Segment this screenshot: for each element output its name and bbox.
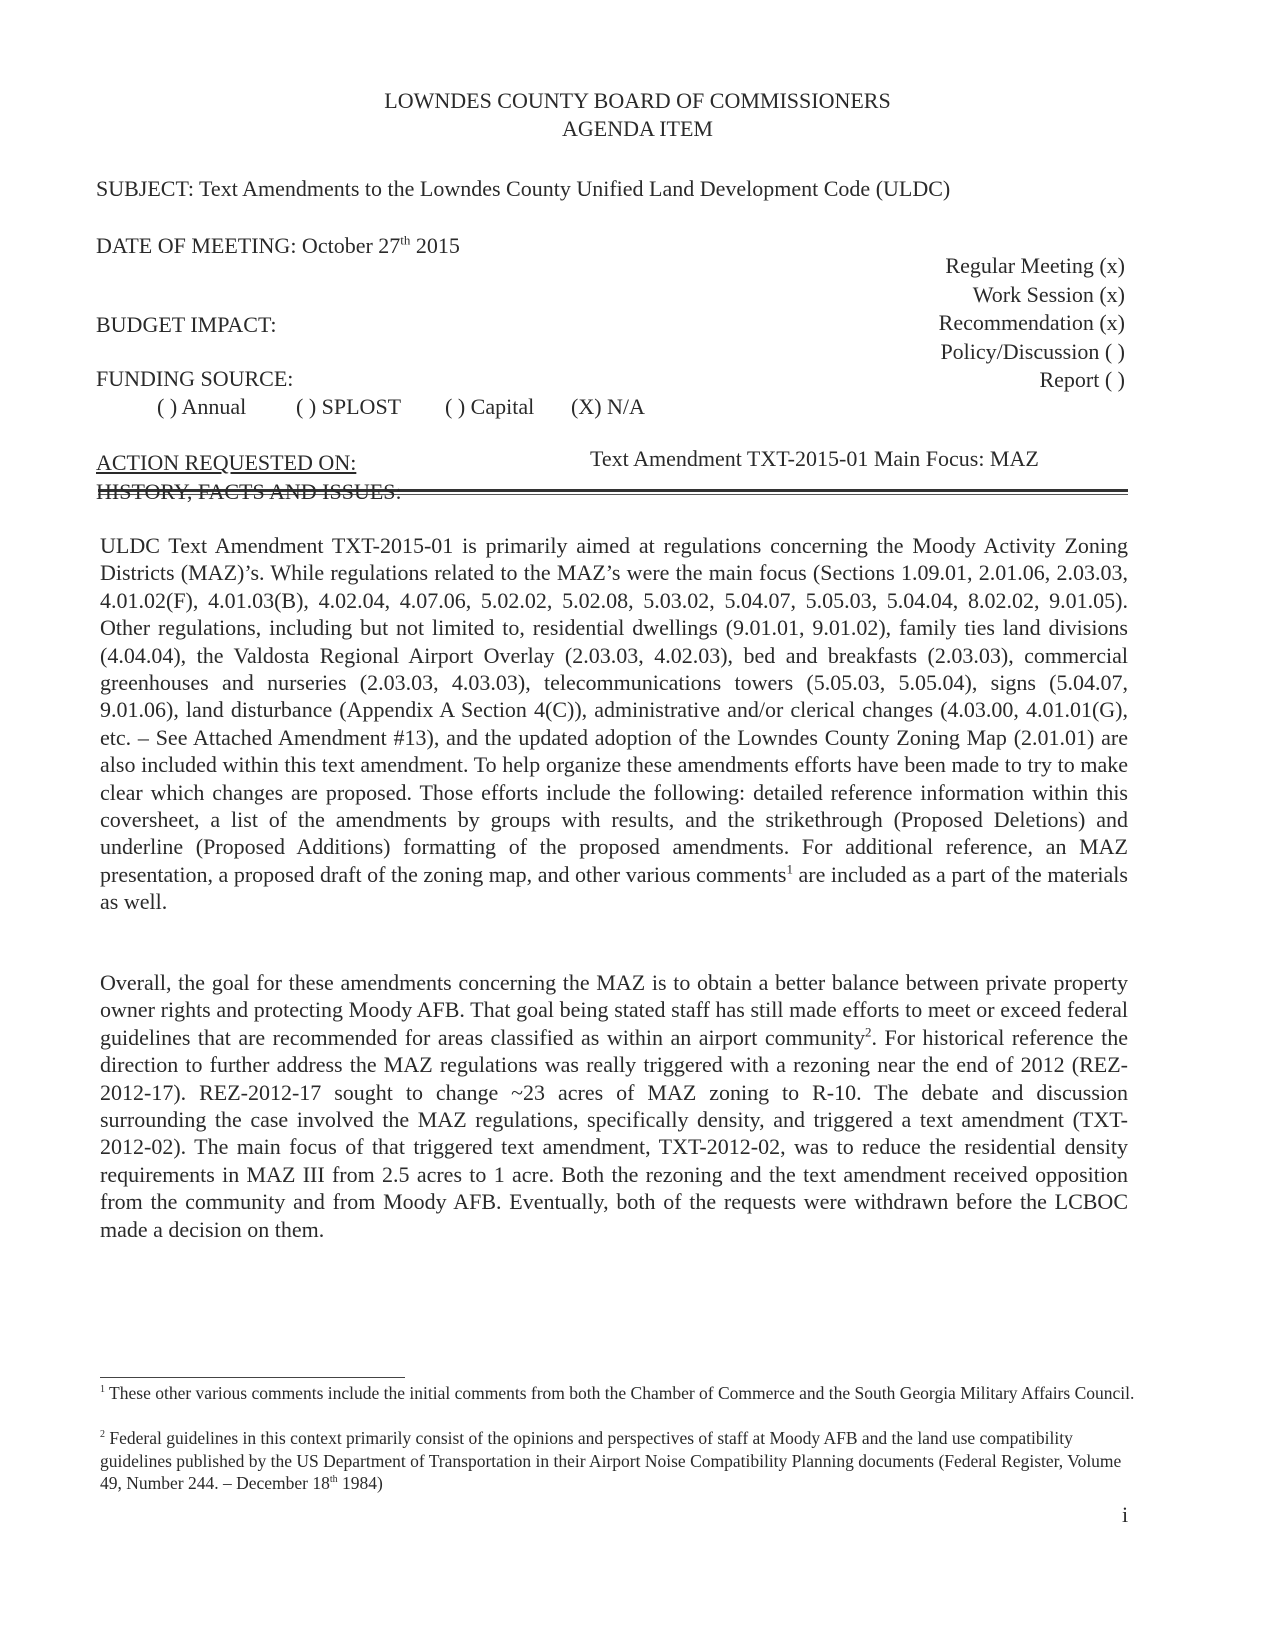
footnote-2-number: 2 — [100, 1429, 105, 1441]
meeting-type-list — [820, 252, 1125, 395]
paragraph-two — [100, 969, 1128, 1243]
paragraph-one-tail: are included as a part of the materials as well. — [100, 861, 1128, 915]
meeting-type-regular: Regular Meeting (x) — [945, 253, 1125, 278]
footnote-divider — [100, 1377, 405, 1378]
meeting-date-suffix: 2015 — [410, 233, 460, 258]
funding-option-annual: ( ) Annual — [157, 394, 247, 419]
paragraph-one-text: ULDC Text Amendment TXT-2015-01 is primarily aimed at regulations concerning the Moody Activity Zoning Districts (MAZ)’s. While regulations related to the MAZ’s were the main focus (Sections 1.09.01, 2.01.06, 2.03.03, 4.01.02(F), 4.01.03(B), 4.02.04, 4.07.06, 5.02.02, 5.02.08, 5.03.02, 5.04.07, 5.05.03, 5.04.04, 8.02.02, 9.01.05). Other regulations, including but not limited to, residential dwellings (9.01.01, 9.01.02), family ties land divisions (4.04.04), the Valdosta Regional Airport Overlay (2.03.03, 4.02.03), bed and breakfasts (2.03.03), commercial greenhouses and nurseries (2.03.03, 4.03.03), telecommunications towers (5.05.03, 5.05.04), signs (5.04.07, 9.01.06), land disturbance (Appendix A Section 4(C)), administrative and/or clerical changes (4.03.00, 4.01.01(G), etc. – See Attached Amendment #13), and the updated adoption of the Lowndes County Zoning Map (2.01.01) are also included within this text amendment. To help organize these amendments efforts have been made to try to make clear which changes are proposed. Those efforts include the following: detailed reference information within this coversheet, a list of the amendments by groups with results, and the strikethrough (Proposed Deletions) and underline (Proposed Additions) formatting of the proposed amendments. For additional reference, an MAZ presentation, a proposed draft of the zoning map, and other various comments — [100, 533, 1128, 887]
footnote-1 — [100, 1382, 1145, 1405]
action-requested-label: ACTION REQUESTED ON: — [96, 450, 357, 475]
meeting-type-report: Report ( ) — [1039, 367, 1125, 392]
meeting-date-prefix: DATE OF MEETING: October 27 — [96, 233, 401, 258]
footnote-ref-2: 2 — [865, 1024, 872, 1040]
meeting-date — [96, 233, 460, 259]
page-number: i — [1122, 1502, 1129, 1527]
footnote-2-text: Federal guidelines in this context primarily consist of the opinions and perspectives of staff at Moody AFB and the land use compatibility guidelines published by the US Department of Transportation in their Airport Noise Compatibility Planning documents (Federal Register, Volume 49, Number 244. – December 18 — [100, 1428, 1122, 1493]
meeting-type-recommendation: Recommendation (x) — [938, 310, 1125, 335]
action-requested-value: Text Amendment TXT-2015-01 Main Focus: MAZ — [590, 446, 1039, 471]
history-heading: HISTORY, FACTS AND ISSUES: — [96, 479, 402, 504]
footnote-ref-1: 1 — [786, 861, 793, 877]
funding-source-label: FUNDING SOURCE: — [96, 366, 294, 391]
footnote-2 — [100, 1427, 1145, 1495]
paragraph-two-text: Overall, the goal for these amendments concerning the MAZ is to obtain a better balance between private property owner rights and protecting Moody AFB. That goal being stated staff has still made efforts to meet or exceed federal guidelines that are recommended for areas classified as within an airport community — [100, 970, 1128, 1050]
header-title: LOWNDES COUNTY BOARD OF COMMISSIONERS — [384, 88, 891, 113]
footnote-2-tail: 1984) — [337, 1473, 383, 1493]
meeting-type-policy-discussion: Policy/Discussion ( ) — [940, 338, 1125, 364]
subject-line: SUBJECT: Text Amendments to the Lowndes County Unified Land Development Code (ULDC) — [96, 176, 951, 201]
budget-impact-label: BUDGET IMPACT: — [96, 312, 277, 337]
meeting-type-work-session: Work Session (x) — [972, 281, 1125, 307]
footnote-1-text: These other various comments include the initial comments from both the Chamber of Commerce and the South Georgia Military Affairs Council. — [105, 1383, 1135, 1403]
paragraph-two-tail: . For historical reference the direction to further address the MAZ regulations was really triggered with a rezoning near the end of 2012 (REZ-2012-17). REZ-2012-17 sought to change ~23 acres of MAZ zoning to R-10. The debate and discussion surrounding the case involved the MAZ regulations, specifically density, and triggered a text amendment (TXT-2012-02). The main focus of that triggered text amendment, TXT-2012-02, was to reduce the residential density requirements in MAZ III from 2.5 acres to 1 acre. Both the rezoning and the text amendment received opposition from the community and from Moody AFB. Eventually, both of the requests were withdrawn before the LCBOC made a decision on them. — [100, 1024, 1128, 1242]
footnote-2-date-sup: th — [329, 1474, 338, 1486]
meeting-date-sup: th — [400, 232, 411, 248]
funding-option-na: (X) N/A — [571, 394, 645, 419]
footnote-1-number: 1 — [100, 1384, 105, 1396]
funding-option-splost: ( ) SPLOST — [296, 394, 402, 419]
header-subtitle: AGENDA ITEM — [562, 116, 713, 141]
paragraph-one — [100, 532, 1128, 916]
funding-option-capital: ( ) Capital — [445, 394, 535, 419]
